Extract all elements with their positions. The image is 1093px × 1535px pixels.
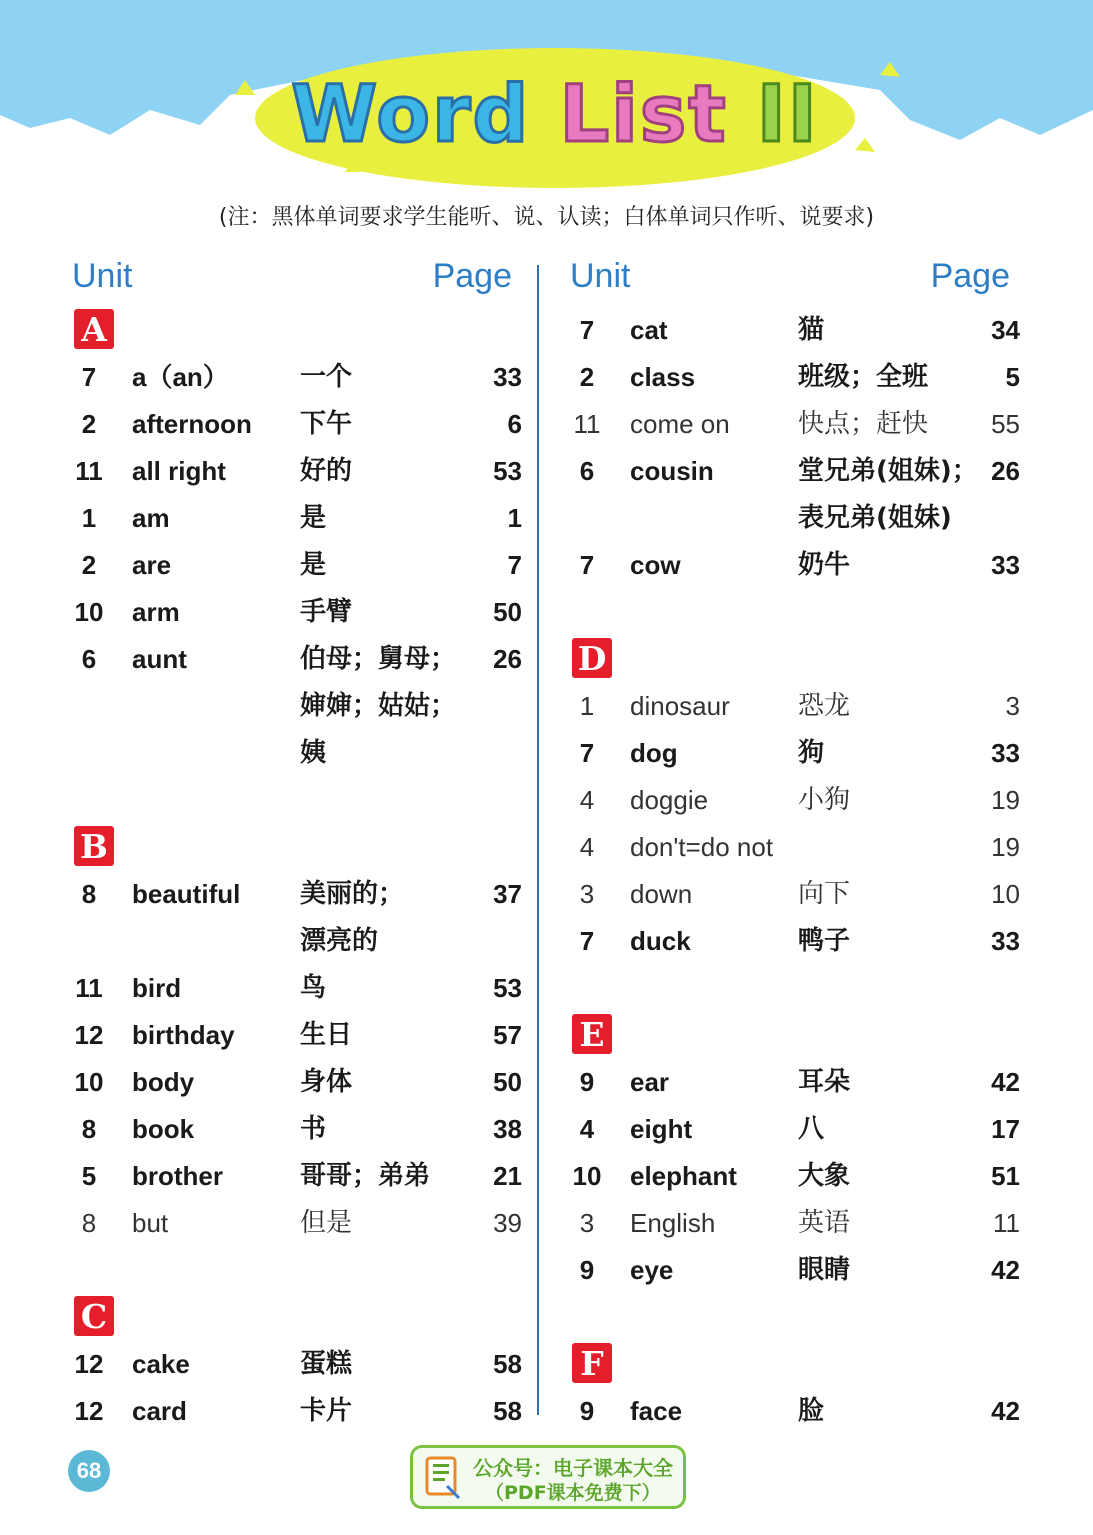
unit-number: 9	[579, 1255, 595, 1285]
page-ref: 34	[991, 315, 1020, 345]
chinese-meaning: 表兄弟(姐妹)	[798, 503, 952, 533]
unit-number: 11	[573, 409, 601, 439]
word-entry	[570, 824, 1020, 871]
word-entry	[570, 354, 1020, 401]
page-ref: 38	[493, 1114, 522, 1144]
unit-number: 3	[579, 879, 595, 909]
chinese-meaning: 猫	[798, 315, 825, 345]
word-entry	[72, 1341, 522, 1388]
page-ref: 10	[991, 879, 1020, 909]
chinese-meaning: 卡片	[300, 1396, 353, 1426]
usage-note: (注：黑体单词要求学生能听、说、认读；白体单词只作听、说要求)	[218, 205, 875, 230]
unit-number: 2	[81, 550, 97, 580]
unit-number: 8	[81, 879, 97, 909]
letter-heading-row	[570, 1341, 1010, 1388]
english-word: eight	[630, 1114, 693, 1144]
page-ref: 33	[991, 550, 1020, 580]
chinese-meaning: 书	[300, 1114, 327, 1144]
chinese-meaning: 生日	[300, 1020, 353, 1050]
word-entry	[570, 448, 1020, 495]
english-word: ear	[630, 1067, 670, 1097]
word-entry	[570, 1059, 1020, 1106]
page-number-badge: 68	[68, 1450, 110, 1492]
column-divider	[537, 265, 539, 1415]
unit-number: 10	[572, 1161, 602, 1191]
english-word: afternoon	[132, 409, 252, 439]
entry-list	[570, 307, 1020, 1435]
page-ref: 17	[991, 1114, 1020, 1144]
page-ref: 5	[1005, 362, 1020, 392]
unit-number: 7	[81, 362, 97, 392]
section-spacer	[72, 777, 512, 824]
section-spacer	[570, 589, 1010, 636]
english-word: all right	[132, 456, 226, 486]
chinese-meaning: 眼睛	[798, 1255, 851, 1285]
word-entry	[72, 542, 522, 589]
word-entry	[72, 1153, 522, 1200]
chinese-meaning: 鸭子	[798, 926, 851, 956]
english-word: beautiful	[132, 879, 241, 909]
chinese-meaning: 狗	[798, 738, 825, 768]
chinese-meaning: 身体	[300, 1067, 353, 1097]
english-word: birthday	[132, 1020, 235, 1050]
section-spacer	[72, 1247, 512, 1294]
word-entry	[72, 1106, 522, 1153]
chinese-meaning: 堂兄弟(姐妹)；	[798, 456, 978, 486]
letter-heading-row	[570, 636, 1010, 683]
english-word: bird	[132, 973, 182, 1003]
page-ref: 58	[493, 1349, 522, 1379]
meaning-continuation	[72, 730, 512, 777]
meaning-continuation	[570, 495, 1010, 542]
chinese-meaning: 班级；全班	[798, 362, 929, 392]
page-header: Page	[930, 257, 1010, 295]
english-word: come on	[630, 409, 730, 439]
letter-heading-row	[72, 1294, 512, 1341]
unit-number: 4	[579, 785, 595, 815]
english-word: eye	[630, 1255, 674, 1285]
unit-number: 1	[579, 691, 595, 721]
word-entry	[570, 918, 1020, 965]
page-ref: 55	[991, 409, 1020, 439]
chinese-meaning: 八	[798, 1114, 825, 1144]
chinese-meaning: 好的	[300, 456, 353, 486]
unit-number: 12	[74, 1396, 104, 1426]
word-entry	[72, 589, 522, 636]
english-word: cake	[132, 1349, 190, 1379]
page-ref: 11	[993, 1208, 1020, 1238]
unit-header: Unit	[72, 257, 133, 295]
page-ref: 37	[493, 879, 522, 909]
page-ref: 19	[991, 785, 1020, 815]
title-word: Word	[291, 70, 531, 160]
page-ref: 21	[493, 1161, 522, 1191]
english-word: card	[132, 1396, 187, 1426]
unit-number: 1	[81, 503, 97, 533]
chinese-meaning: 一个	[300, 362, 353, 392]
page-ref: 57	[493, 1020, 522, 1050]
english-word: down	[630, 879, 693, 909]
word-entry	[72, 1012, 522, 1059]
word-entry	[570, 401, 1020, 448]
english-word: aunt	[132, 644, 187, 674]
unit-number: 9	[579, 1067, 595, 1097]
unit-number: 4	[579, 1114, 595, 1144]
page-ref: 42	[991, 1396, 1020, 1426]
section-spacer	[570, 965, 1010, 1012]
chinese-meaning: 蛋糕	[300, 1349, 353, 1379]
english-word: body	[132, 1067, 195, 1097]
page-ref: 50	[493, 597, 522, 627]
unit-number: 2	[81, 409, 97, 439]
page-ref: 42	[991, 1255, 1020, 1285]
english-word: duck	[630, 926, 691, 956]
letter-badge: F	[572, 1343, 612, 1383]
chinese-meaning: 大象	[798, 1161, 851, 1191]
chinese-meaning: 奶牛	[798, 550, 851, 580]
watermark-line-2: （PDF课本免费下）	[485, 1482, 661, 1504]
word-entry	[72, 871, 522, 918]
word-entry	[72, 448, 522, 495]
unit-number: 10	[74, 597, 104, 627]
word-entry	[72, 1388, 522, 1435]
word-entry	[570, 777, 1020, 824]
unit-number: 3	[579, 1208, 595, 1238]
word-entry	[570, 871, 1020, 918]
word-entry	[72, 401, 522, 448]
word-entry	[570, 1247, 1020, 1294]
letter-badge: A	[74, 309, 114, 349]
word-entry	[570, 542, 1020, 589]
watermark-line-1: 公众号：电子课本大全	[473, 1456, 673, 1480]
unit-number: 11	[75, 973, 103, 1003]
english-word: book	[132, 1114, 195, 1144]
page-ref: 42	[991, 1067, 1020, 1097]
chinese-meaning: 漂亮的	[300, 926, 379, 956]
page-ref: 33	[493, 362, 522, 392]
word-entry	[72, 495, 522, 542]
unit-number: 6	[81, 644, 97, 674]
page-ref: 1	[507, 503, 522, 533]
watermark-badge	[410, 1445, 686, 1509]
unit-number: 10	[74, 1067, 104, 1097]
word-entry	[72, 1059, 522, 1106]
chinese-meaning: 恐龙	[798, 691, 851, 721]
unit-number: 5	[81, 1161, 97, 1191]
unit-number: 7	[579, 738, 595, 768]
unit-number: 6	[579, 456, 595, 486]
page-ref: 33	[991, 926, 1020, 956]
unit-header: Unit	[570, 257, 631, 295]
english-word: a（an）	[132, 362, 229, 392]
chinese-meaning: 小狗	[798, 785, 851, 815]
chinese-meaning: 向下	[798, 879, 851, 909]
page-ref: 39	[493, 1208, 522, 1238]
chinese-meaning: 是	[300, 503, 327, 533]
letter-badge: E	[572, 1014, 612, 1054]
page-ref: 58	[493, 1396, 522, 1426]
english-word: cousin	[630, 456, 714, 486]
book-icon	[425, 1454, 461, 1500]
page-ref: 53	[493, 456, 522, 486]
page-ref: 19	[991, 832, 1020, 862]
letter-badge: B	[74, 826, 114, 866]
english-word: English	[630, 1208, 716, 1238]
meaning-continuation	[72, 918, 512, 965]
page-ref: 33	[991, 738, 1020, 768]
chinese-meaning: 但是	[300, 1208, 353, 1238]
chinese-meaning: 英语	[798, 1208, 851, 1238]
letter-heading-row	[570, 1012, 1010, 1059]
word-entry	[72, 965, 522, 1012]
word-entry	[72, 354, 522, 401]
english-word: brother	[132, 1161, 223, 1191]
chinese-meaning: 手臂	[300, 597, 353, 627]
word-entry	[570, 1106, 1020, 1153]
word-entry	[570, 1388, 1020, 1435]
unit-number: 12	[74, 1020, 104, 1050]
unit-number: 4	[579, 832, 595, 862]
column-header	[72, 255, 512, 307]
page-ref: 51	[991, 1161, 1020, 1191]
chinese-meaning: 伯母；舅母；	[300, 644, 457, 674]
unit-number: 12	[74, 1349, 104, 1379]
letter-badge: D	[572, 638, 612, 678]
chinese-meaning: 哥哥；弟弟	[300, 1161, 431, 1191]
page-ref: 50	[493, 1067, 522, 1097]
english-word: don't=do not	[630, 832, 774, 862]
english-word: arm	[132, 597, 180, 627]
section-spacer	[570, 1294, 1010, 1341]
english-word: elephant	[630, 1161, 737, 1191]
english-word: but	[132, 1208, 169, 1238]
word-entry	[570, 1153, 1020, 1200]
english-word: cow	[630, 550, 681, 580]
chinese-meaning: 婶婶；姑姑；	[300, 691, 457, 721]
word-entry	[72, 636, 522, 683]
title-list: List	[559, 70, 728, 160]
chinese-meaning: 鸟	[300, 973, 327, 1003]
chinese-meaning: 脸	[798, 1396, 825, 1426]
english-word: dinosaur	[630, 691, 730, 721]
chinese-meaning: 姨	[300, 738, 327, 768]
entry-list	[72, 307, 522, 1435]
unit-number: 2	[579, 362, 595, 392]
chinese-meaning: 快点；赶快	[798, 409, 929, 439]
title-roman: II	[756, 70, 819, 160]
english-word: am	[132, 503, 170, 533]
letter-heading-row	[72, 824, 512, 871]
english-word: cat	[630, 315, 668, 345]
english-word: class	[630, 362, 696, 392]
word-list-title	[255, 52, 855, 202]
english-word: are	[132, 550, 172, 580]
word-entry	[570, 683, 1020, 730]
unit-number: 8	[81, 1208, 97, 1238]
chinese-meaning: 美丽的；	[300, 879, 405, 909]
chinese-meaning: 是	[300, 550, 327, 580]
unit-number: 7	[579, 315, 595, 345]
page-ref: 53	[493, 973, 522, 1003]
english-word: dog	[630, 738, 678, 768]
chinese-meaning: 耳朵	[798, 1067, 851, 1097]
letter-badge: C	[74, 1296, 114, 1336]
page-header: Page	[432, 257, 512, 295]
english-word: doggie	[630, 785, 709, 815]
meaning-continuation	[72, 683, 512, 730]
page-ref: 6	[507, 409, 522, 439]
left-column	[72, 255, 522, 1435]
letter-heading-row	[72, 307, 512, 354]
word-entry	[570, 1200, 1020, 1247]
english-word: face	[630, 1396, 683, 1426]
page-ref: 26	[991, 456, 1020, 486]
page-ref: 3	[1005, 691, 1020, 721]
unit-number: 7	[579, 550, 595, 580]
unit-number: 9	[579, 1396, 595, 1426]
word-entry	[570, 307, 1020, 354]
unit-number: 8	[81, 1114, 97, 1144]
word-entry	[72, 1200, 522, 1247]
page-ref: 7	[507, 550, 522, 580]
unit-number: 7	[579, 926, 595, 956]
word-entry	[570, 730, 1020, 777]
right-column	[570, 255, 1020, 1435]
unit-number: 11	[75, 456, 103, 486]
page-ref: 26	[493, 644, 522, 674]
column-header	[570, 255, 1010, 307]
chinese-meaning: 下午	[300, 409, 353, 439]
